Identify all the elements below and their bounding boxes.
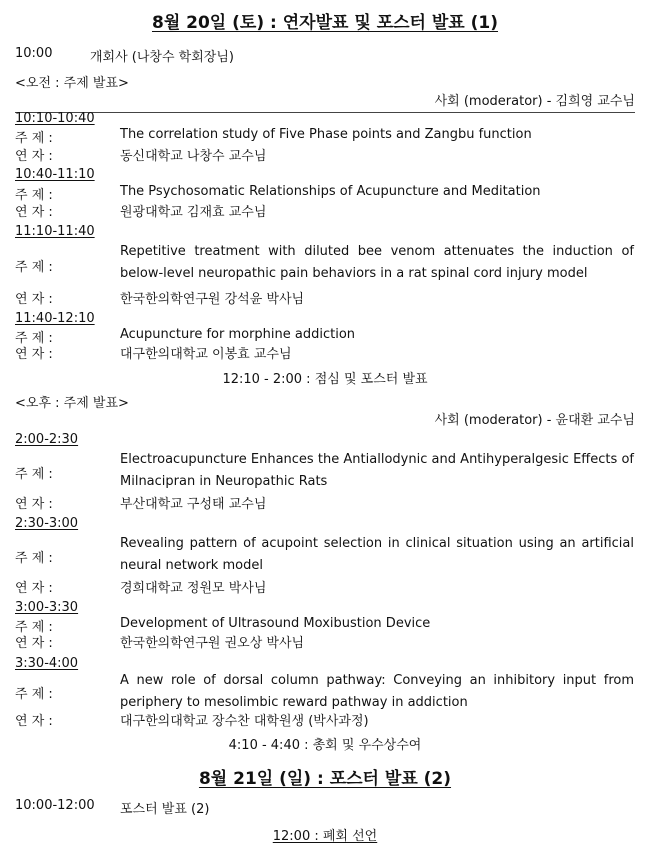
session-topic: Electroacupuncture Enhances the Antiallodynic and Antihyperalgesic Effects of Milnacipran in Neuropathic Rats <box>120 452 634 489</box>
speaker-label: 연 자 : <box>15 205 53 220</box>
lunch-break: 12:10 - 2:00 : 점심 및 포스터 발표 <box>222 372 428 387</box>
session-time: 3:30-4:00 <box>15 656 79 671</box>
session-time: 3:00-3:30 <box>15 600 79 615</box>
speaker-label: 연 자 : <box>15 347 53 362</box>
closing-declaration: 12:00 : 폐회 선언 <box>272 829 378 844</box>
afternoon-moderator: 사회 (moderator) - 윤대환 교수님 <box>434 413 635 428</box>
poster-text: 포스터 발표 (2) <box>120 802 210 817</box>
session-time: 10:10-10:40 <box>15 111 95 126</box>
session-topic: The Psychosomatic Relationships of Acupuncture and Meditation <box>120 184 541 199</box>
topic-label: 주 제 : <box>15 188 53 203</box>
topic-label: 주 제 : <box>15 131 53 146</box>
opening-time: 10:00 <box>15 46 53 61</box>
session-speaker: 한국한의학연구원 권오상 박사님 <box>120 636 305 651</box>
session-topic: Development of Ultrasound Moxibustion Device <box>120 616 431 631</box>
session-time: 11:40-12:10 <box>15 311 95 326</box>
session-speaker: 동신대학교 나창수 교수님 <box>120 149 267 164</box>
speaker-label: 연 자 : <box>15 581 53 596</box>
topic-label: 주 제 : <box>15 331 53 346</box>
session-speaker: 경희대학교 정원모 박사님 <box>120 581 267 596</box>
session-time: 2:30-3:00 <box>15 516 79 531</box>
session-topic: Repetitive treatment with diluted bee venom attenuates the induction of below-level neuropathic pain behaviors in a rat spinal cord injury model <box>120 244 634 281</box>
session-speaker: 원광대학교 김재효 교수님 <box>120 205 267 220</box>
session-speaker: 대구한의대학교 장수찬 대학원생 (박사과정) <box>120 714 369 729</box>
topic-label: 주 제 : <box>15 687 53 702</box>
morning-header: <오전 : 주제 발표> <box>15 76 129 91</box>
opening-text: 개회사 (나창수 학회장님) <box>90 50 234 65</box>
session-topic: Revealing pattern of acupoint selection in clinical situation using an artificial neural network model <box>120 536 634 573</box>
session-topic: The correlation study of Five Phase points and Zangbu function <box>120 127 532 142</box>
speaker-label: 연 자 : <box>15 497 53 512</box>
topic-label: 주 제 : <box>15 620 53 635</box>
topic-label: 주 제 : <box>15 551 53 566</box>
session-topic: A new role of dorsal column pathway: Conveying an inhibitory input from periphery to mesolimbic reward pathway in addiction <box>120 673 634 710</box>
topic-label: 주 제 : <box>15 260 53 275</box>
divider <box>15 112 635 113</box>
session-time: 2:00-2:30 <box>15 432 79 447</box>
session-speaker: 한국한의학연구원 강석윤 박사님 <box>120 292 305 307</box>
poster-time: 10:00-12:00 <box>15 798 95 813</box>
speaker-label: 연 자 : <box>15 714 53 729</box>
speaker-label: 연 자 : <box>15 149 53 164</box>
afternoon-header: <오후 : 주제 발표> <box>15 396 129 411</box>
general-meeting: 4:10 - 4:40 : 총회 및 우수상수여 <box>228 738 422 753</box>
topic-label: 주 제 : <box>15 467 53 482</box>
session-speaker: 부산대학교 구성태 교수님 <box>120 497 267 512</box>
day2-title: 8월 21일 (일) : 포스터 발표 (2) <box>198 769 452 789</box>
session-time: 10:40-11:10 <box>15 167 95 182</box>
speaker-label: 연 자 : <box>15 636 53 651</box>
day1-title: 8월 20일 (토) : 연자발표 및 포스터 발표 (1) <box>151 13 499 33</box>
session-speaker: 대구한의대학교 이봉효 교수님 <box>120 347 292 362</box>
speaker-label: 연 자 : <box>15 292 53 307</box>
session-time: 11:10-11:40 <box>15 224 95 239</box>
morning-moderator: 사회 (moderator) - 김희영 교수님 <box>434 94 635 109</box>
session-topic: Acupuncture for morphine addiction <box>120 327 356 342</box>
